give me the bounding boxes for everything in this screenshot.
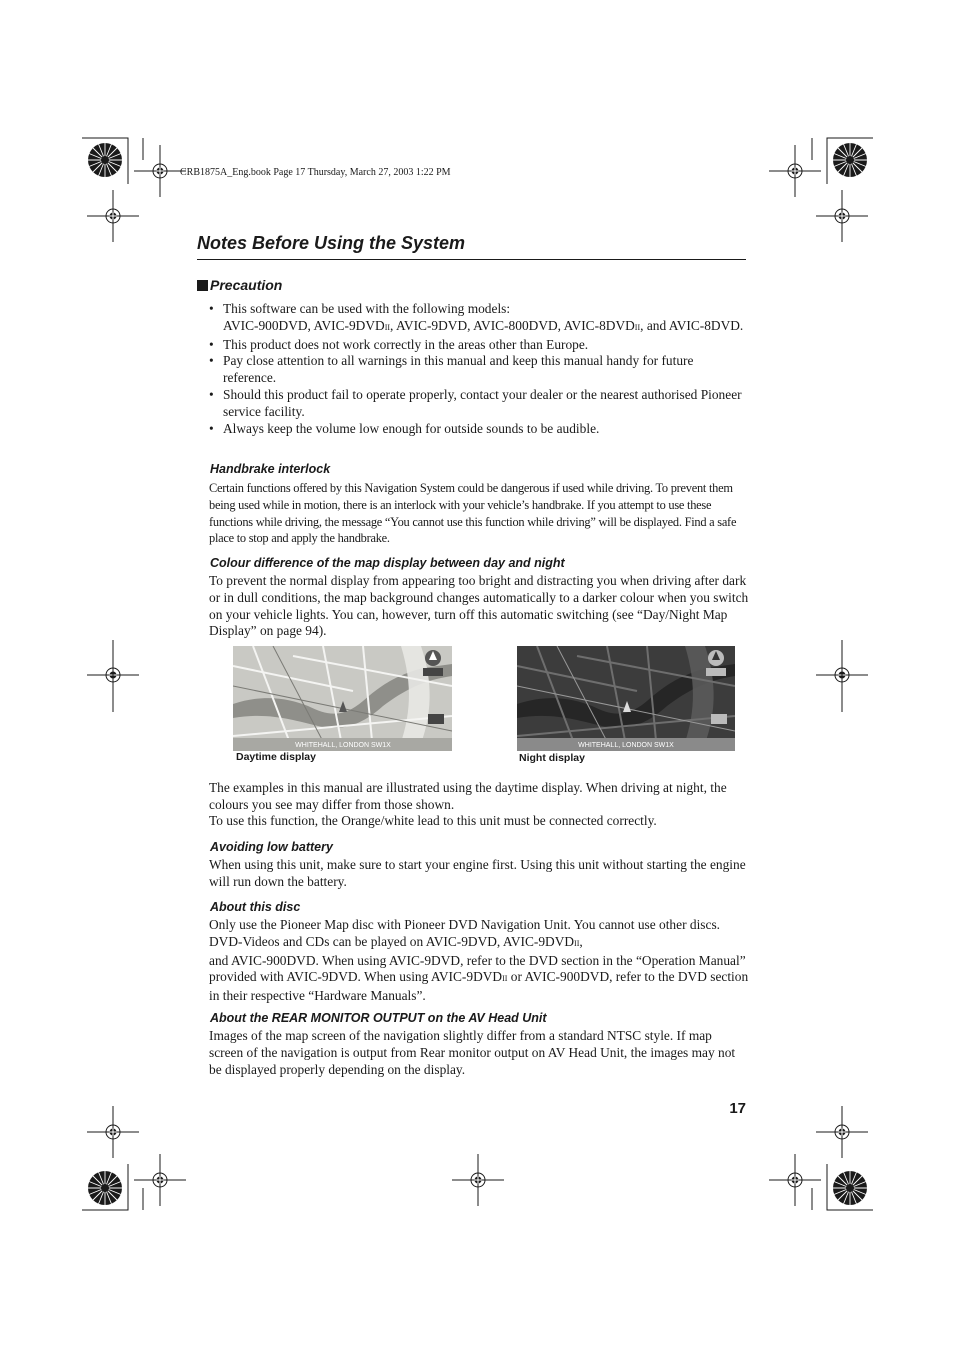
section-heading-precaution [197,277,282,293]
daytime-caption: Daytime display [236,751,316,763]
page-title: Notes Before Using the System [197,233,466,253]
night-caption: Night display [519,752,585,764]
rear-monitor-heading: About the REAR MONITOR OUTPUT on the AV Head Unit [210,1011,547,1025]
page-number: 17 [729,1100,746,1117]
night-map-image [517,646,735,751]
daytime-map-image [233,646,452,751]
precaution-list [209,301,749,437]
disc-heading: About this disc [210,900,301,914]
star-mark-top-right [833,143,867,177]
star-mark-top-left [88,143,122,177]
colour-note-2: To use this function, the Orange/white lead to this unit must be connected correctly. [209,813,657,828]
disc-body: Only use the Pioneer Map disc with Pioneer DVD Navigation Unit. You cannot use other discs. DVD-Videos and CDs can be played on AVIC-9DVD, AVIC-9DVDII, and AVIC-900DVD. When using AVIC-9DVD, refer to the DVD section in the “Operation Manual” provided with AVIC-9DVD. When using AVIC-9DVDII or AVIC-900DVD, refer to the DVD section in their respective “Hardware Manuals”. [209,917,749,1004]
map-footer-text: WHITEHALL, LONDON SW1X [295,742,391,749]
title-rule [197,259,746,260]
list-item: • Should this product fail to operate properly, contact your dealer or the nearest authorised Pioneer service facility. [209,387,749,421]
square-bullet-icon [197,280,208,291]
rear-monitor-body: Images of the map screen of the navigation slightly differ from a standard NTSC style. If map screen of the navigation is output from Rear monitor output on AV Head Unit, the images may not be displayed properly depending on the display. [209,1028,736,1077]
list-item: • This software can be used with the following models: AVIC-900DVD, AVIC-9DVDII, AVIC-9DVD, AVIC-800DVD, AVIC-8DVDII, and AVIC-8DVD. [209,301,749,337]
battery-body: When using this unit, make sure to start your engine first. Using this unit without starting the engine will run down the battery. [209,857,746,889]
list-item: • Pay close attention to all warnings in this manual and keep this manual handy for future reference. [209,353,749,387]
map-footer-text: WHITEHALL, LONDON SW1X [578,742,674,749]
list-item: • Always keep the volume low enough for outside sounds to be audible. [209,421,749,438]
precaution-heading-label: Precaution [210,277,283,293]
colour-heading: Colour difference of the map display between day and night [210,556,565,570]
battery-heading: Avoiding low battery [210,840,333,854]
print-file-header: CRB1875A_Eng.book Page 17 Thursday, March 27, 2003 1:22 PM [180,167,451,178]
star-mark-bottom-right [833,1171,867,1205]
colour-note-1: The examples in this manual are illustrated using the daytime display. When driving at night, the colours you see may differ from those shown. [209,780,727,812]
list-item: • This product does not work correctly in the areas other than Europe. [209,337,749,354]
handbrake-heading: Handbrake interlock [210,462,331,476]
star-mark-bottom-left [88,1171,122,1205]
colour-body: To prevent the normal display from appearing too bright and distracting you when driving after dark or in dull conditions, the map background changes automatically to a darker colour when you switch on your vehicle lights. You can, however, turn off this automatic switching (see “Day/Night Map Display” on page 94). [209,573,749,639]
handbrake-body: Certain functions offered by this Navigation System could be dangerous if used while driving. To prevent them being used while in motion, there is an interlock with your vehicle’s handbrake. If you attempt to use these functions while driving, the message “You cannot use this function while driving” will be displayed. Find a safe place to stop and apply the handbrake. [209,481,737,546]
